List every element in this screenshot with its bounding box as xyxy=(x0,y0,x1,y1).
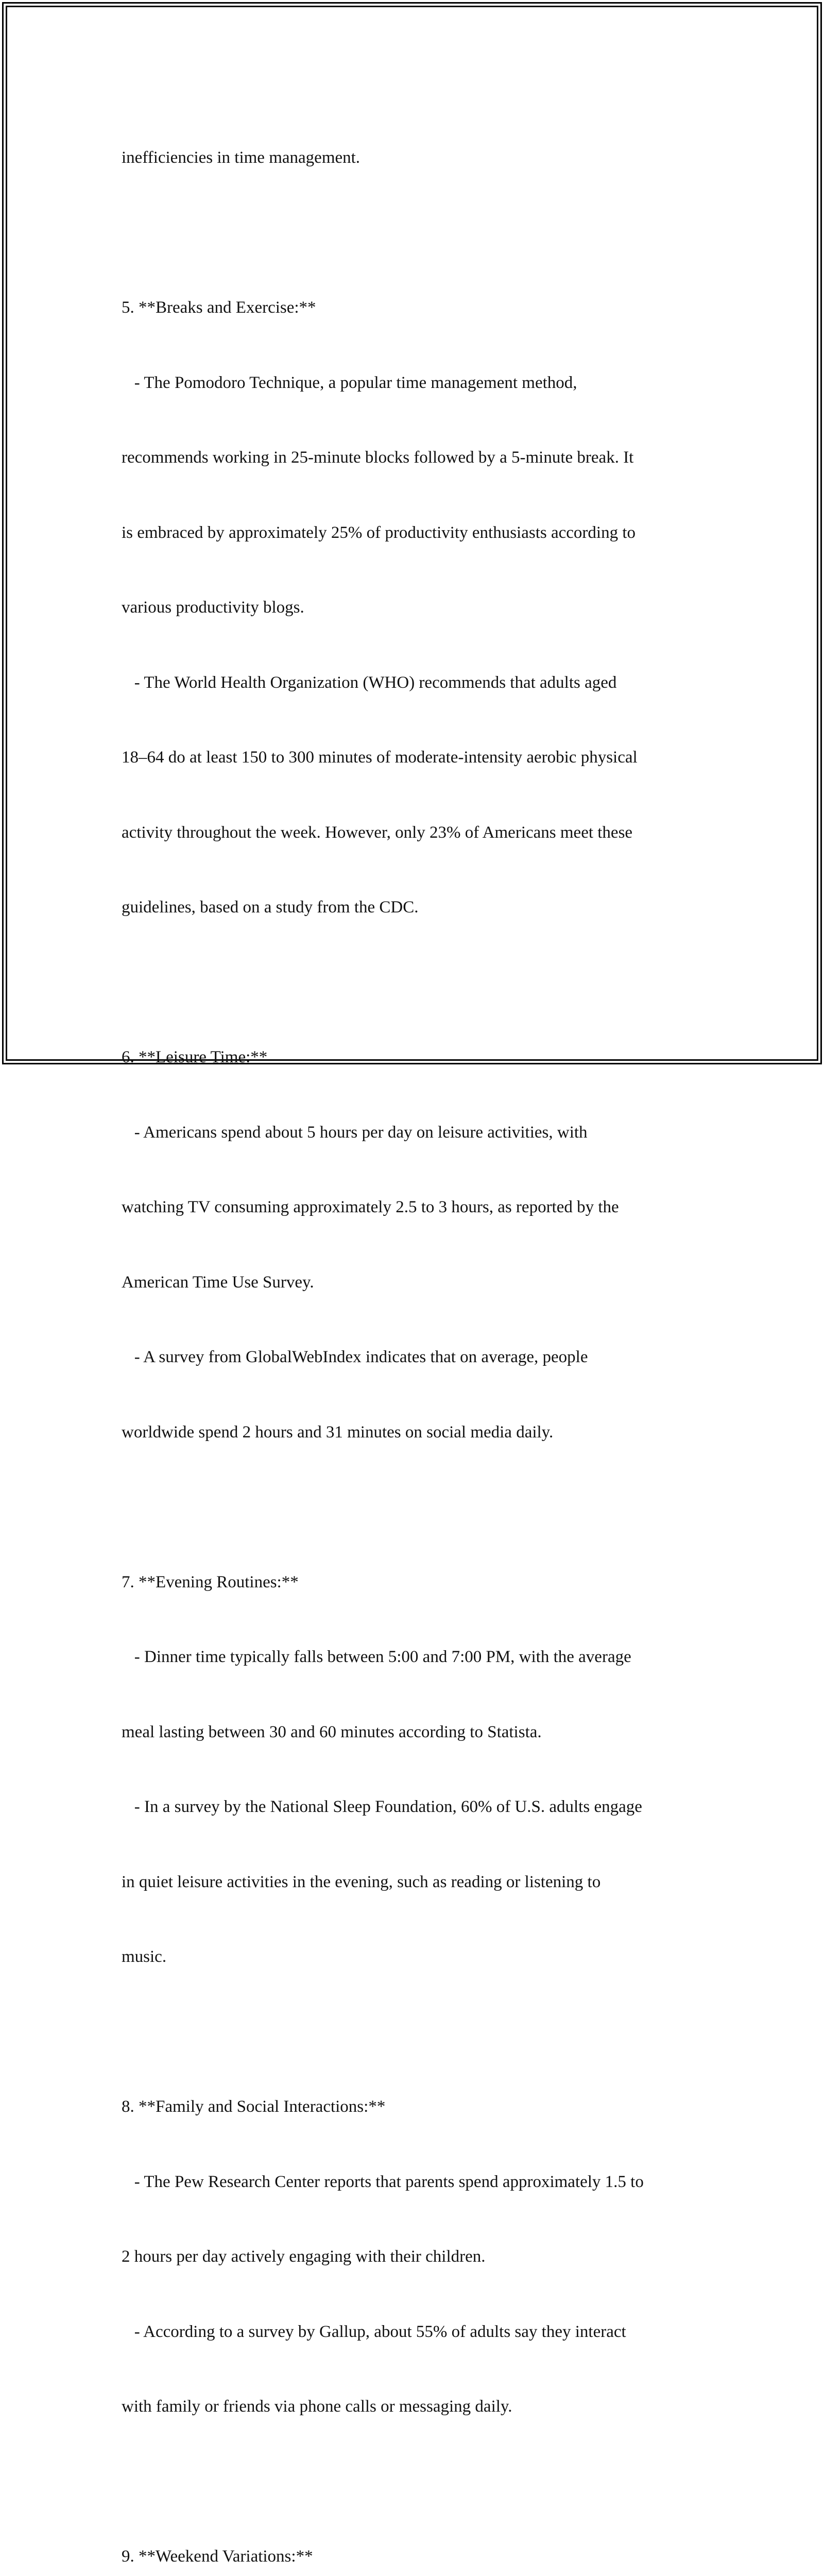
text-line: guidelines, based on a study from the CDC. xyxy=(122,898,419,917)
section-heading-family-and-social: 8. **Family and Social Interactions:** xyxy=(122,2097,386,2116)
text-line: - The Pew Research Center reports that parents spend approximately 1.5 to xyxy=(122,2172,644,2191)
text-line: various productivity blogs. xyxy=(122,598,304,617)
text-line: - The World Health Organization (WHO) recommends that adults aged xyxy=(122,673,617,692)
blank-line xyxy=(122,2469,714,2495)
text-line: activity throughout the week. However, only 23% of Americans meet these xyxy=(122,823,633,842)
document-body xyxy=(122,95,714,2576)
text-line: recommends working in 25-minute blocks followed by a 5-minute break. It xyxy=(122,448,634,467)
blank-line xyxy=(122,970,714,995)
text-line: meal lasting between 30 and 60 minutes according to Statista. xyxy=(122,1722,542,1741)
text-line: - Americans spend about 5 hours per day on leisure activities, with xyxy=(122,1123,588,1142)
text-line: music. xyxy=(122,1947,167,1966)
section-heading-breaks-and-exercise: 5. **Breaks and Exercise:** xyxy=(122,298,316,317)
section-heading-evening-routines: 7. **Evening Routines:** xyxy=(122,1572,299,1591)
blank-line xyxy=(122,2020,714,2045)
text-line: inefficiencies in time management. xyxy=(122,148,360,167)
blank-line xyxy=(122,1495,714,1520)
section-heading-leisure-time: 6. **Leisure Time:** xyxy=(122,1048,268,1066)
text-line: - The Pomodoro Technique, a popular time management method, xyxy=(122,373,577,392)
text-line: in quiet leisure activities in the evening, such as reading or listening to xyxy=(122,1872,601,1891)
section-heading-weekend-variations: 9. **Weekend Variations:** xyxy=(122,2547,313,2566)
text-line: American Time Use Survey. xyxy=(122,1273,314,1292)
text-line: is embraced by approximately 25% of productivity enthusiasts according to xyxy=(122,523,636,542)
text-line: 18–64 do at least 150 to 300 minutes of moderate-intensity aerobic physical xyxy=(122,748,638,767)
text-line: - In a survey by the National Sleep Foundation, 60% of U.S. adults engage xyxy=(122,1798,642,1816)
text-line: with family or friends via phone calls or messaging daily. xyxy=(122,2397,512,2416)
text-line: 2 hours per day actively engaging with their children. xyxy=(122,2247,486,2266)
text-line: watching TV consuming approximately 2.5 to 3 hours, as reported by the xyxy=(122,1198,619,1216)
text-line: - A survey from GlobalWebIndex indicates that on average, people xyxy=(122,1348,588,1366)
text-line: worldwide spend 2 hours and 31 minutes on social media daily. xyxy=(122,1422,554,1442)
blank-line xyxy=(122,221,714,246)
text-line: - Dinner time typically falls between 5:00 and 7:00 PM, with the average xyxy=(122,1648,631,1666)
text-line: - According to a survey by Gallup, about 55% of adults say they interact xyxy=(122,2322,626,2341)
